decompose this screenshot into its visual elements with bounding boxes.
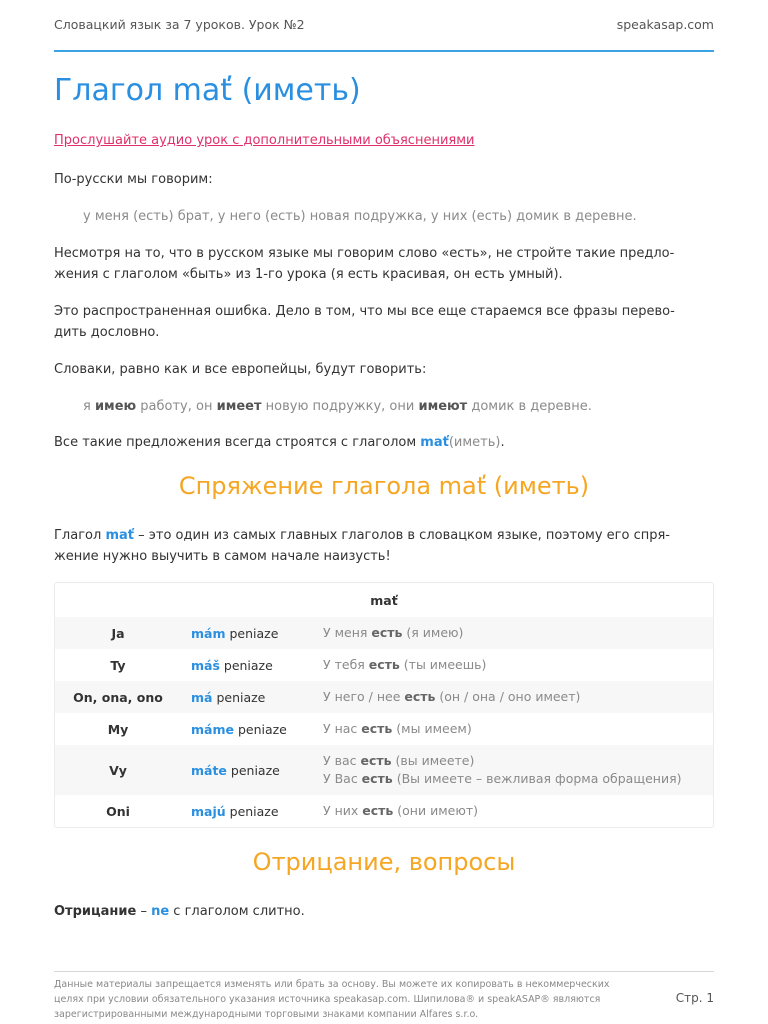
pronoun-cell: My — [107, 721, 129, 737]
conjugation-text: – это один из самых главных глаголов в словацком языке, поэтому его спря- — [133, 528, 670, 543]
audio-lesson-link[interactable]: Прослушайте аудио урок с дополнительными объяснениями — [54, 133, 475, 148]
verb-noun: peniaze — [226, 762, 280, 778]
page-number: Стр. 1 — [675, 991, 714, 1005]
section-negation-title: Отрицание, вопросы — [252, 848, 516, 876]
verb-cell — [181, 617, 323, 649]
example-european — [83, 396, 723, 417]
conjugation-text: Глагол — [54, 528, 106, 543]
example-text: я — [83, 399, 95, 414]
verb-noun: peniaze — [225, 625, 279, 641]
header-course-title: Словацкий язык за 7 уроков. Урок №2 — [54, 17, 305, 32]
construction-text: Все такие предложения всегда строятся с глаголом — [54, 435, 421, 450]
table-row — [55, 745, 713, 795]
negation-text: с глаголом слитно. — [169, 904, 305, 919]
verb-form: majú — [191, 803, 226, 819]
conjugation-table — [54, 582, 714, 828]
footer-divider — [54, 971, 714, 972]
paragraph-negation — [54, 901, 714, 922]
translation-text: (вы имеете) — [391, 753, 475, 768]
verb-noun: peniaze — [212, 689, 266, 705]
translation-text: (они имеют) — [393, 803, 479, 818]
pronoun-cell: Ty — [110, 657, 126, 673]
verb-highlight: mať — [105, 528, 134, 543]
paragraph-mistake-line2: дить дословно. — [54, 325, 160, 340]
translation-cell — [323, 617, 713, 649]
translation-text: (мы имеем) — [392, 721, 472, 736]
negation-particle: ne — [151, 904, 170, 919]
page-title: Глагол mať (иметь) — [54, 73, 361, 108]
verb-noun: peniaze — [225, 803, 279, 819]
header-site-name: speakasap.com — [616, 17, 714, 32]
section-conjugation-title: Спряжение глагола mať (иметь) — [178, 472, 590, 500]
verb-cell — [181, 713, 323, 745]
example-bold: имеют — [418, 399, 468, 414]
example-bold: имеет — [216, 399, 262, 414]
verb-form: máme — [191, 721, 234, 737]
footer-copyright — [54, 977, 634, 1022]
translation-text: У вас — [323, 753, 361, 768]
translation-text: (Вы имеете – вежливая форма обращения) — [392, 771, 682, 786]
table-header: mať — [370, 592, 398, 608]
translation-bold: есть — [360, 753, 392, 768]
negation-dash: – — [136, 904, 152, 919]
verb-form: máš — [191, 657, 220, 673]
table-row — [55, 795, 713, 827]
pronoun-cell: On, ona, ono — [55, 681, 181, 713]
pronoun-cell: Ja — [55, 617, 181, 649]
verb-cell — [181, 649, 323, 681]
translation-cell — [323, 681, 713, 713]
paragraph-warning-line1: Несмотря на то, что в русском языке мы говорим слово «есть», не стройте такие предло- — [54, 246, 675, 261]
verb-highlight: mať — [420, 435, 449, 450]
translation-cell — [323, 745, 713, 795]
translation-cell — [323, 649, 713, 681]
table-row — [55, 681, 713, 713]
translation-text: (он / она / оно имеет) — [435, 689, 581, 704]
intro-text: По-русски мы говорим: — [54, 172, 213, 187]
verb-cell — [181, 745, 323, 795]
translation-text: У них — [323, 803, 363, 818]
pronoun-cell: Vy — [55, 745, 181, 795]
example-text: работу, он — [136, 399, 217, 414]
table-row — [55, 649, 713, 681]
paragraph-warning — [54, 243, 714, 285]
translation-bold: есть — [361, 771, 393, 786]
table-row — [55, 713, 713, 745]
translation-bold: есть — [362, 803, 394, 818]
footer-line: Данные материалы запрещается изменять или брать за основу. Вы можете их копировать в некоммерческих — [54, 979, 610, 990]
verb-form: máte — [191, 762, 227, 778]
verb-translation: (иметь) — [448, 435, 501, 450]
footer-line: зарегистрированными международными торговыми знаками компании Alfares s.r.o. — [54, 1009, 479, 1020]
example-russian: у меня (есть) брат, у него (есть) новая подружка, у них (есть) домик в деревне. — [83, 209, 637, 224]
header-divider — [54, 50, 714, 52]
translation-text: У Вас — [323, 771, 362, 786]
negation-label: Отрицание — [54, 904, 137, 919]
translation-cell — [323, 713, 713, 745]
paragraph-slovaks: Словаки, равно как и все европейцы, будут говорить: — [54, 362, 427, 377]
paragraph-conjugation — [54, 525, 714, 567]
verb-form: má — [191, 689, 213, 705]
translation-bold: есть — [371, 625, 403, 640]
paragraph-warning-line2: жения с глаголом «быть» из 1-го урока (я есть красивая, он есть умный). — [54, 267, 563, 282]
verb-noun: peniaze — [219, 657, 273, 673]
verb-noun: peniaze — [233, 721, 287, 737]
conjugation-text-line2: жение нужно выучить в самом начале наизусть! — [54, 549, 391, 564]
translation-bold: есть — [368, 657, 400, 672]
verb-cell — [181, 795, 323, 827]
paragraph-construction — [54, 432, 714, 453]
paragraph-mistake — [54, 301, 714, 343]
example-text: домик в деревне. — [467, 399, 592, 414]
translation-text: (ты имеешь) — [399, 657, 487, 672]
example-bold: имею — [94, 399, 137, 414]
translation-text: У нас — [323, 721, 362, 736]
translation-text: У меня — [323, 625, 372, 640]
translation-bold: есть — [404, 689, 436, 704]
example-text: новую подружку, они — [261, 399, 419, 414]
translation-text: У него / нее — [323, 689, 405, 704]
table-row — [55, 617, 713, 649]
paragraph-mistake-line1: Это распространенная ошибка. Дело в том, что мы все еще стараемся все фразы перево- — [54, 304, 675, 319]
translation-cell — [323, 795, 713, 827]
construction-end: . — [500, 435, 505, 450]
translation-text: У тебя — [323, 657, 369, 672]
pronoun-cell: Oni — [106, 803, 130, 819]
footer-line: целях при условии обязательного указания источника speakasap.com. Шипилова® и speakASAP® являются — [54, 994, 601, 1005]
verb-cell — [181, 681, 323, 713]
translation-bold: есть — [361, 721, 393, 736]
verb-form: mám — [191, 625, 226, 641]
translation-text: (я имею) — [402, 625, 464, 640]
